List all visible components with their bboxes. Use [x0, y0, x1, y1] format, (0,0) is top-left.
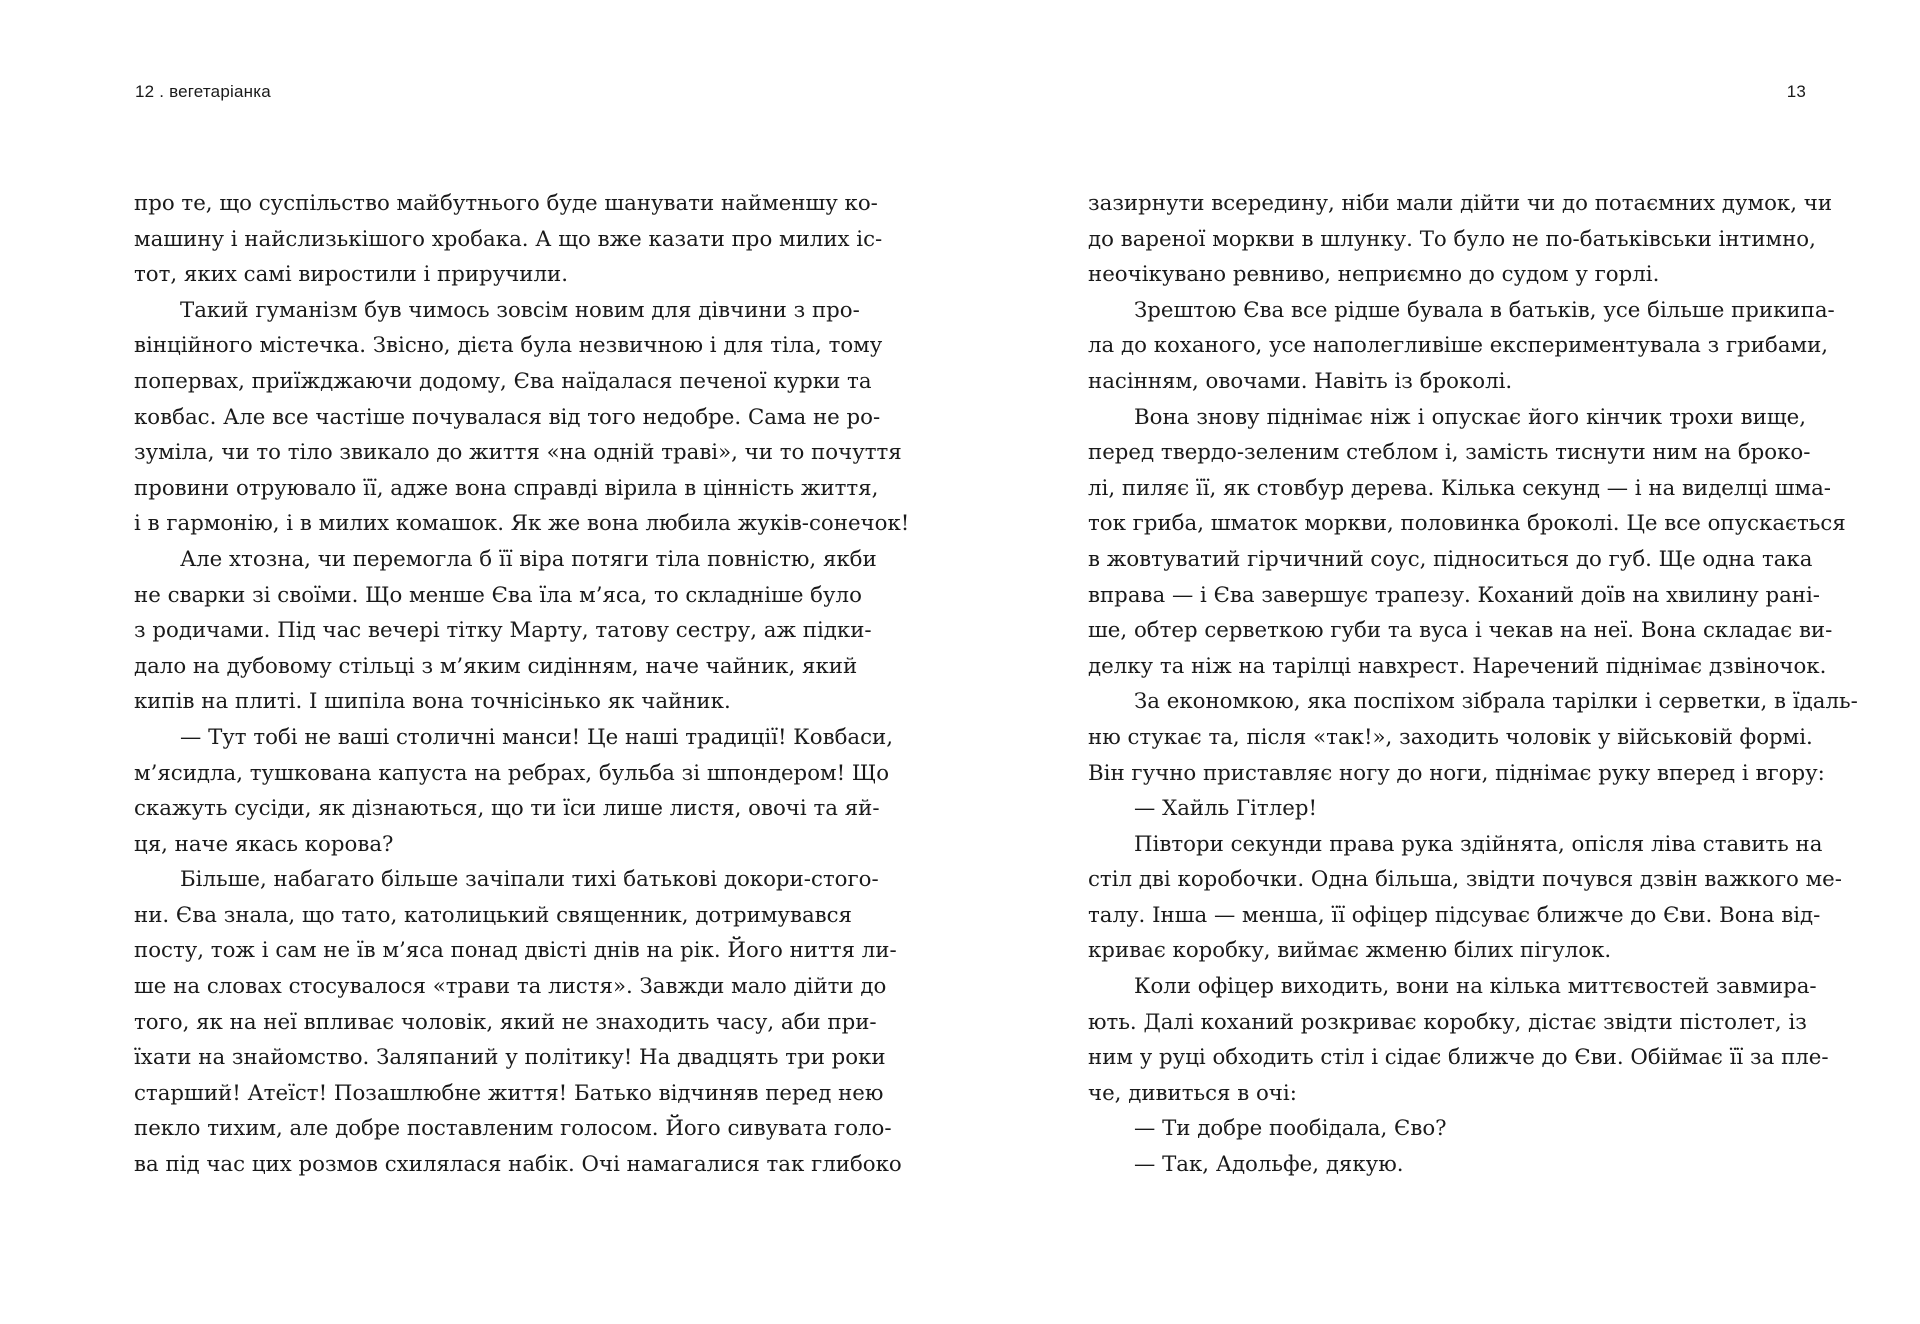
text-line: ню стукає та, після «так!», заходить чоловік у військовій формі.: [1088, 724, 1813, 750]
text-line: талу. Інша — менша, її офіцер підсуває ближче до Єви. Вона від-: [1088, 902, 1821, 928]
text-line: провини отруювало її, адже вона справді вірила в цінність життя,: [134, 475, 879, 501]
text-line: і в гармонію, і в милих комашок. Як же вона любила жуків-сонечок!: [134, 511, 910, 537]
text-line: — Хайль Гітлер!: [1134, 796, 1318, 822]
right-page-text: [1088, 186, 1858, 1183]
text-line: скажуть сусіди, як дізнаються, що ти їси лише листя, овочі та яй-: [134, 796, 880, 822]
text-line: їхати на знайомство. Заляпаний у політику! На двадцять три роки: [134, 1045, 886, 1071]
text-line: того, як на неї впливає чоловік, який не знаходить часу, аби при-: [134, 1009, 877, 1035]
text-line: ше на словах стосувалося «трави та листя». Завжди мало дійти до: [134, 974, 887, 1000]
text-line: поперваx, приїжджаючи додому, Єва наїдалася печеної курки та: [134, 368, 872, 394]
text-line: криває коробку, виймає жменю білих пігулок.: [1088, 938, 1612, 964]
text-line: неочікувано ревниво, неприємно до судом у горлі.: [1088, 262, 1660, 288]
text-line: ла до коханого, усе наполегливіше експериментувала з грибами,: [1088, 333, 1829, 359]
text-line: зуміла, чи то тіло звикало до життя «на одній траві», чи то почуття: [134, 440, 902, 466]
text-line: Зрештою Єва все рідше бувала в батьків, усе більше прикипа-: [1134, 297, 1835, 323]
text-line: тот, яких самі виростили і приручили.: [134, 262, 568, 288]
text-line: кипів на плиті. І шипіла вона точнісінько як чайник.: [134, 689, 731, 715]
text-line: делку та ніж на тарілці навхрест. Наречений піднімає дзвіночок.: [1088, 653, 1827, 679]
left-page-text: [134, 186, 910, 1183]
text-line: в жовтуватий гірчичний соус, підноситься до губ. Ще одна така: [1088, 546, 1813, 572]
text-line: Коли офіцер виходить, вони на кілька миттєвостей завмира-: [1134, 974, 1817, 1000]
text-line: ше, обтер серветкою губи та вуса і чекав на неї. Вона складає ви-: [1088, 618, 1833, 644]
text-line: зазирнути всередину, ніби мали дійти чи до потаємних думок, чи: [1088, 191, 1833, 216]
text-line: посту, тож і сам не їв м’яса понад двісті днів на рік. Його ниття ли-: [134, 938, 897, 964]
text-line: — Ти добре пообідала, Єво?: [1134, 1116, 1447, 1142]
text-line: Півтори секунди права рука здійнята, опісля ліва ставить на: [1134, 831, 1823, 857]
text-line: перед твердо-зеленим стеблом і, замість тиснути ним на броко-: [1088, 440, 1811, 466]
text-line: дало на дубовому стільці з м’яким сидінням, наче чайник, який: [134, 653, 858, 679]
text-line: Вона знову піднімає ніж і опускає його кінчик трохи вище,: [1134, 404, 1806, 430]
text-line: ним у руці обходить стіл і сідає ближче до Єви. Обіймає її за пле-: [1088, 1045, 1829, 1071]
text-line: вправа — і Єва завершує трапезу. Коханий доїв на хвилину рані-: [1088, 582, 1821, 608]
text-line: ють. Далі коханий розкриває коробку, дістає звідти пістолет, із: [1088, 1009, 1807, 1035]
text-line: до вареної моркви в шлунку. То було не по-батьківськи інтимно,: [1088, 226, 1816, 252]
text-line: з родичами. Під час вечері тітку Марту, татову сестру, аж підки-: [134, 618, 872, 644]
text-line: Такий гуманізм був чимось зовсім новим для дівчини з про-: [180, 297, 860, 323]
text-line: вінційного містечка. Звісно, дієта була незвичною і для тіла, тому: [134, 333, 883, 359]
text-line: ця, наче якась корова?: [134, 831, 394, 857]
text-line: лі, пиляє її, як стовбур дерева. Кілька секунд — і на виделці шма-: [1088, 475, 1831, 501]
right-page: [960, 0, 1920, 1324]
text-line: ковбас. Але все частіше почувалася від того недобре. Сама не ро-: [134, 404, 881, 430]
text-line: — Тут тобі не ваші столичні манси! Це наші традиції! Ковбаси,: [180, 724, 893, 750]
text-line: Але хтозна, чи перемогла б її віра потяги тіла повністю, якби: [180, 546, 877, 572]
text-line: ни. Єва знала, що тато, католицький священник, дотримувався: [134, 902, 852, 928]
text-line: че, дивиться в очі:: [1088, 1080, 1297, 1106]
text-line: не сварки зі своїми. Що менше Єва їла м’яса, то складніше було: [134, 582, 862, 608]
text-line: насінням, овочами. Навіть із броколі.: [1088, 368, 1513, 394]
text-line: стіл дві коробочки. Одна більша, звідти почувся дзвін важкого ме-: [1088, 867, 1842, 893]
text-line: ток гриба, шматок моркви, половинка броколі. Це все опускається: [1088, 511, 1846, 537]
text-line: За економкою, яка поспіхом зібрала тарілки і серветки, в їдаль-: [1134, 689, 1858, 715]
text-line: старший! Атеїст! Позашлюбне життя! Батько відчиняв перед нею: [134, 1080, 884, 1106]
text-line: машину і найслизькішого хробака. А що вже казати про милих іс-: [134, 226, 883, 252]
page-number-right: 13: [1786, 82, 1806, 101]
running-head-left: 12 . вегетаріанка: [135, 82, 271, 101]
text-line: Він гучно приставляє ногу до ноги, піднімає руку вперед і вгору:: [1088, 760, 1825, 786]
text-line: про те, що суспільство майбутнього буде шанувати найменшу ко-: [134, 191, 878, 216]
text-line: м’ясидла, тушкована капуста на ребрах, бульба зі шпондером! Що: [134, 760, 890, 786]
text-line: — Так, Адольфе, дякую.: [1134, 1152, 1404, 1178]
text-line: Більше, набагато більше зачіпали тихі батькові докори-стого-: [180, 867, 879, 893]
text-line: ва під час цих розмов схилялася набік. Очі намагалися так глибоко: [134, 1152, 902, 1178]
text-line: пекло тихим, але добре поставленим голосом. Його сивувата голо-: [134, 1116, 892, 1142]
